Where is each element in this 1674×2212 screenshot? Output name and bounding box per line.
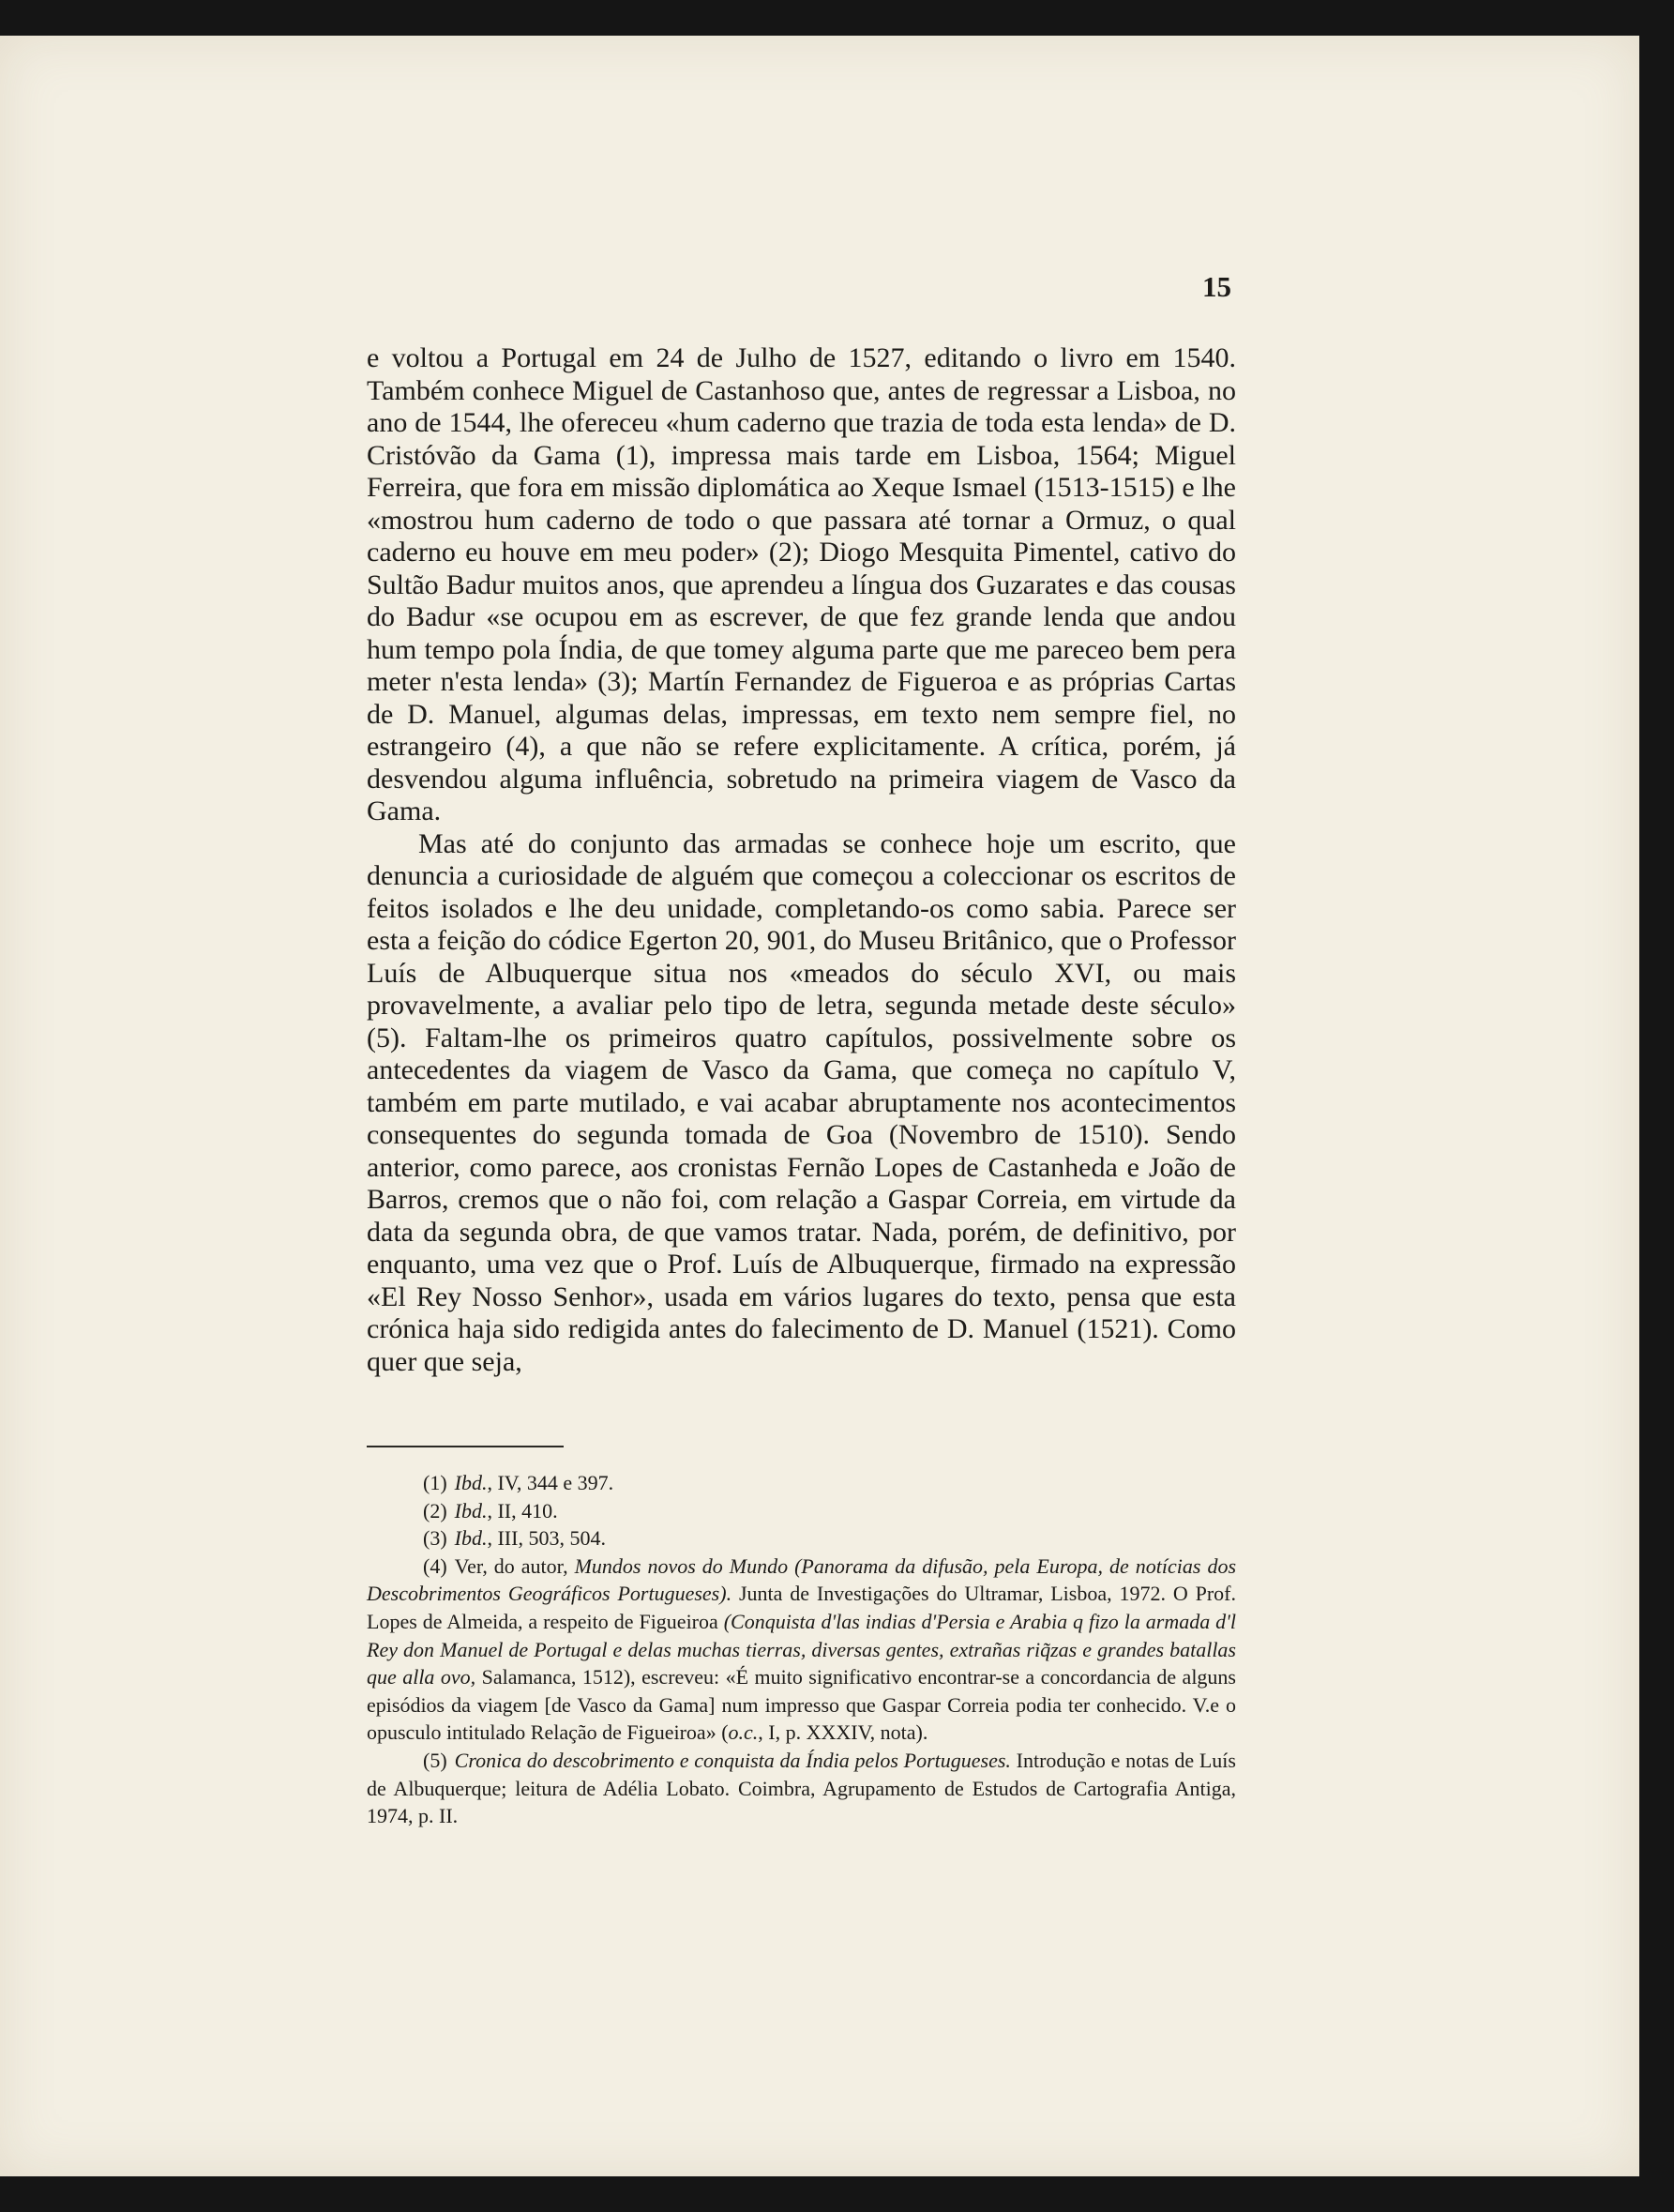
footnote-text-segment: , IV, 344 e 397. xyxy=(487,1471,614,1494)
paragraph-1: e voltou a Portugal em 24 de Julho de 1527, editando o livro em 1540. Também conhece Miguel de Castanhoso que, antes de regressar a Lisboa, no ano de 1544, lhe ofereceu «hum caderno que trazia de toda esta lenda» de D. Cristóvão da Gama (1), impressa mais tarde em Lisboa, 1564; Miguel Ferreira, que fora em missão diplomática ao Xeque Ismael (1513-1515) e lhe «mostrou hum caderno de todo o que passara até tornar a Ormuz, o qual caderno eu houve em meu poder» (2); Diogo Mesquita Pimentel, cativo do Sultão Badur muitos anos, que aprendeu a língua dos Guzarates e das cousas do Badur «se ocupou em as escrever, de que fez grande lenda que andou hum tempo pola Índia, de que tomey alguma parte que me pareceo bem pera meter n'esta lenda» (3); Martín Fernandez de Figueroa e as próprias Cartas de D. Manuel, algumas delas, impressas, em texto nem sempre fiel, no estrangeiro (4), a que não se refere explicitamente. A crítica, porém, já desvendou alguma influência, sobretudo na primeira viagem de Vasco da Gama. xyxy=(367,342,1236,826)
footnote-number: (2) xyxy=(423,1498,447,1523)
footnote-3 xyxy=(367,1524,1236,1553)
footnote-text-segment: , III, 503, 504. xyxy=(487,1526,606,1551)
footnotes xyxy=(367,1469,1236,1830)
footnote-text-segment: Ver, do autor, xyxy=(454,1553,575,1578)
footnote-1 xyxy=(367,1469,1236,1497)
book-page xyxy=(0,36,1639,2176)
footnote-number: (1) xyxy=(423,1471,447,1494)
footnote-number: (3) xyxy=(423,1526,447,1551)
footnote-text-segment: o.c. xyxy=(728,1720,759,1745)
footnote-number: (4) xyxy=(423,1553,447,1578)
body-text xyxy=(367,342,1236,1378)
paragraph-2: Mas até do conjunto das armadas se conhece hoje um escrito, que denuncia a curiosidade de alguém que começou a coleccionar os escritos de feitos isolados e lhe deu unidade, completando-os como sabia. Parece ser esta a feição do códice Egerton 20, 901, do Museu Britânico, que o Professor Luís de Albuquerque situa nos «meados do século XVI, ou mais provavelmente, a avaliar pelo tipo de letra, segunda metade deste século» (5). Faltam-lhe os primeiros quatro capítulos, possivelmente sobre os antecedentes da viagem de Vasco da Gama, que começa no capítulo V, também em parte mutilado, e vai acabar abruptamente nos acontecimentos consequentes do segunda tomada de Goa (Novembro de 1510). Sendo anterior, como parece, aos cronistas Fernão Lopes de Castanheda e João de Barros, cremos que o não foi, com relação a Gaspar Correia, em virtude da data da segunda obra, de que vamos tratar. Nada, porém, de definitivo, por enquanto, uma vez que o Prof. Luís de Albuquerque, firmado na expressão «El Rey Nosso Senhor», usada em vários lugares do texto, pensa que esta crónica haja sido redigida antes do falecimento de D. Manuel (1521). Como quer que seja, xyxy=(367,827,1236,1377)
footnote-text-segment: Mundos novos do Mundo (Panorama da difusão, pela Europa, de notícias dos Descobrimentos Geográficos Portugueses). xyxy=(367,1553,1236,1606)
footnote-text-segment: Introdução e notas de Luís de Albuquerque; leitura de Adélia Lobato. Coimbra, Agrupamento de Estudos de Cartografia Antiga, 1974, p. II. xyxy=(367,1748,1236,1828)
footnote-text-segment: , II, 410. xyxy=(487,1498,558,1523)
footnote-text-segment: Salamanca, 1512), escreveu: «É muito significativo encontrar-se a concordancia de alguns episódios da viagem [de Vasco da Gama] num impresso que Gaspar Correia podia ter conhecido. V.e o opusculo intitulado Relação de Figueiroa» ( xyxy=(367,1665,1236,1745)
footnote-text-segment: Ibd. xyxy=(454,1526,488,1551)
footnote-4 xyxy=(367,1553,1236,1747)
footnote-text-segment: Ibd. xyxy=(454,1471,488,1494)
footnote-text-segment: (Conquista d'las indias d'Persia e Arabia q fizo la armada d'l Rey don Manuel de Portugal e delas muchas tierras, diversas gentes, extrañas riq̃zas e grandes batallas que alla ovo, xyxy=(367,1609,1236,1689)
footnote-5 xyxy=(367,1747,1236,1830)
footnote-text-segment: , I, p. XXXIV, nota). xyxy=(758,1720,928,1745)
footnote-text-segment: Cronica do descobrimento e conquista da Índia pelos Portugueses. xyxy=(454,1748,1011,1772)
footnote-text-segment: Junta de Investigações do Ultramar, Lisboa, 1972. O Prof. Lopes de Almeida, a respeito de Figueiroa xyxy=(367,1582,1236,1633)
page-number: 15 xyxy=(1202,270,1231,303)
footnote-divider xyxy=(367,1446,564,1447)
footnote-2 xyxy=(367,1497,1236,1525)
footnote-number: (5) xyxy=(423,1748,447,1772)
footnote-text-segment: Ibd. xyxy=(454,1498,488,1523)
